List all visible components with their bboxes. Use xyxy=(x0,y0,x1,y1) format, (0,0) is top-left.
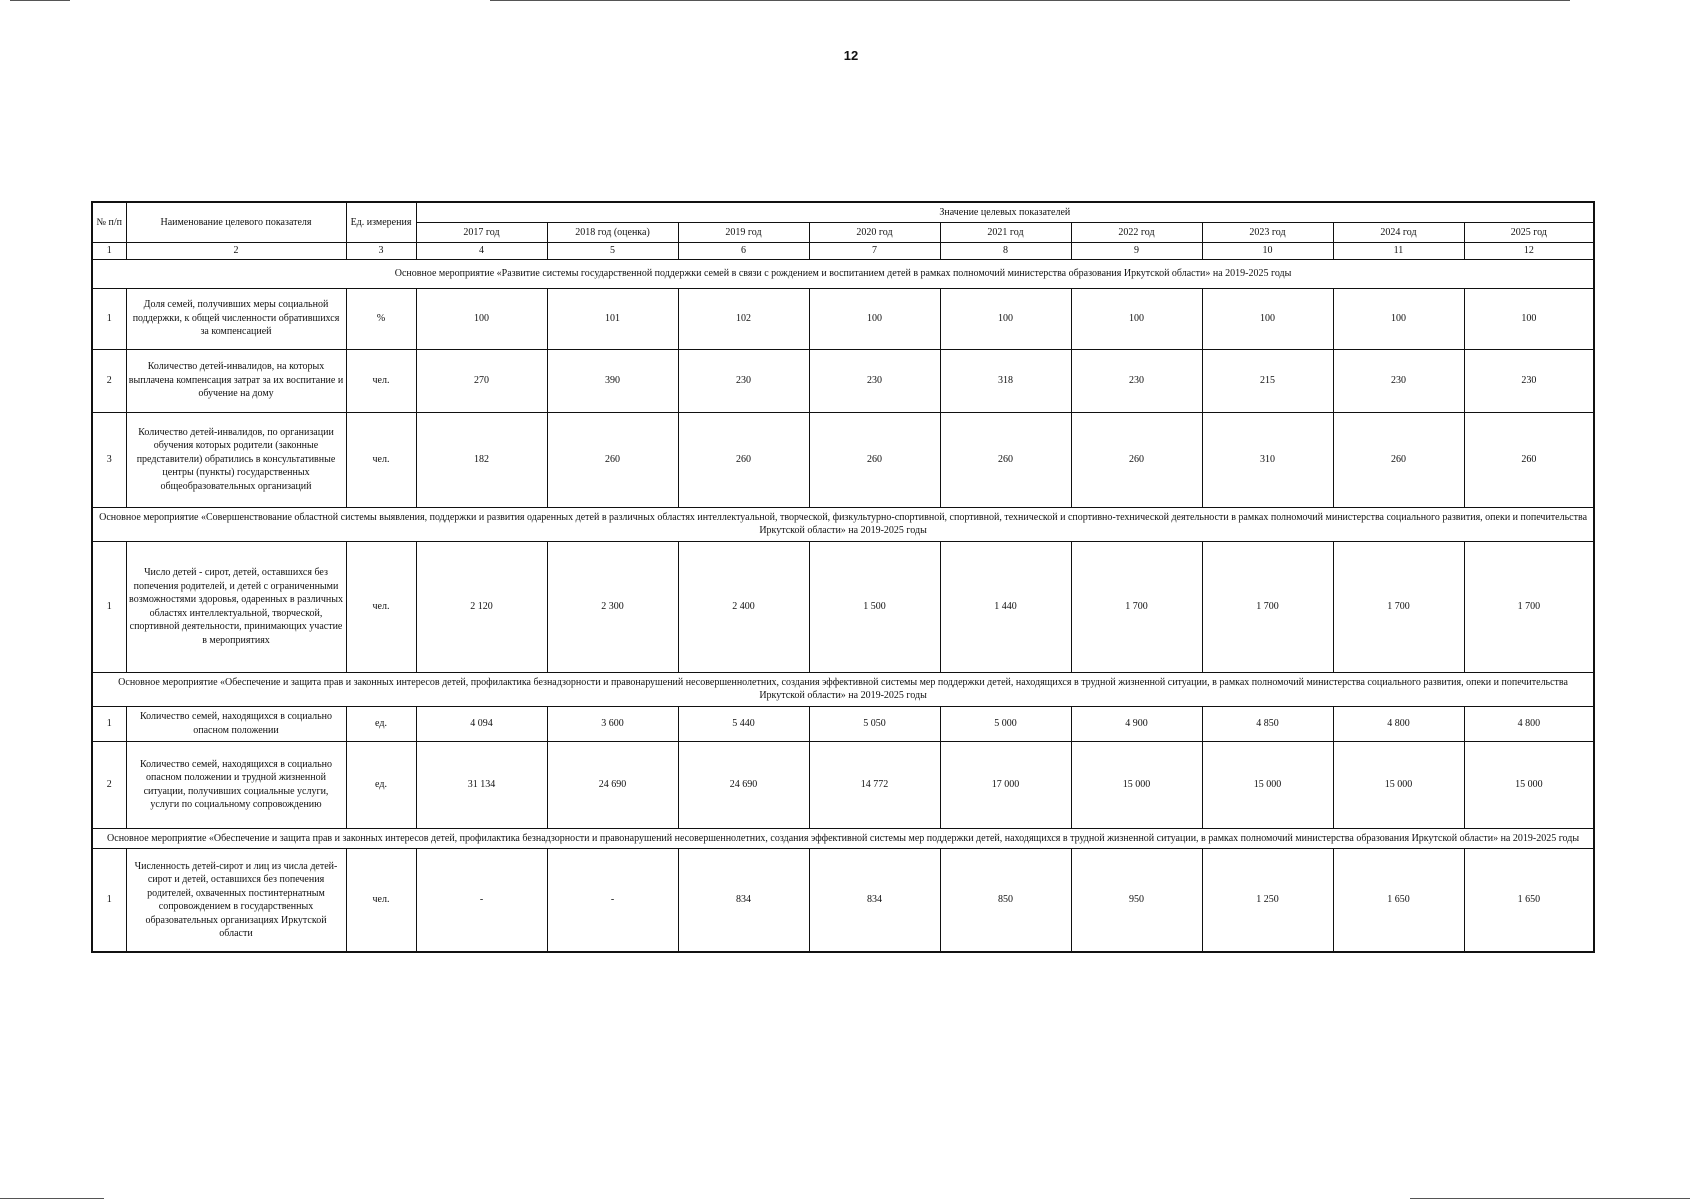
indicator-value: 1 650 xyxy=(1464,849,1594,953)
indicator-value: 100 xyxy=(1464,288,1594,349)
indicator-value: 100 xyxy=(1333,288,1464,349)
column-number: 6 xyxy=(678,243,809,260)
indicator-value: 2 400 xyxy=(678,541,809,672)
indicator-value: 230 xyxy=(1071,349,1202,412)
row-number: 1 xyxy=(92,288,126,349)
indicator-value: 2 120 xyxy=(416,541,547,672)
indicator-value: 1 700 xyxy=(1071,541,1202,672)
header-year: 2024 год xyxy=(1333,223,1464,243)
indicator-value: 230 xyxy=(1464,349,1594,412)
column-number: 12 xyxy=(1464,243,1594,260)
indicator-value: 5 000 xyxy=(940,706,1071,741)
row-number: 3 xyxy=(92,412,126,507)
indicator-value: 1 700 xyxy=(1202,541,1333,672)
header-unit: Ед. измерения xyxy=(346,202,416,243)
unit-of-measure: чел. xyxy=(346,541,416,672)
row-number: 1 xyxy=(92,541,126,672)
indicator-row xyxy=(92,349,1594,412)
indicator-value: 17 000 xyxy=(940,741,1071,828)
indicator-value: 15 000 xyxy=(1071,741,1202,828)
indicator-value: 270 xyxy=(416,349,547,412)
indicator-name: Количество семей, находящихся в социально опасном положении xyxy=(126,706,346,741)
section-header-row xyxy=(92,259,1594,288)
header-year: 2022 год xyxy=(1071,223,1202,243)
indicator-value: 230 xyxy=(1333,349,1464,412)
indicator-value: 5 050 xyxy=(809,706,940,741)
indicator-value: 834 xyxy=(678,849,809,953)
indicator-value: 260 xyxy=(940,412,1071,507)
header-year: 2017 год xyxy=(416,223,547,243)
indicator-value: 100 xyxy=(940,288,1071,349)
header-year: 2023 год xyxy=(1202,223,1333,243)
section-title: Основное мероприятие «Обеспечение и защита прав и законных интересов детей, профилактика безнадзорности и правонарушений несовершеннолетних, создания эффективной системы мер поддержки детей, находящихся в трудной жизненной ситуации, в рамках полномочий министерства социального развития, опеки и попечительства Иркутской области» на 2019-2025 годы xyxy=(92,672,1594,706)
column-number: 11 xyxy=(1333,243,1464,260)
indicator-value: 260 xyxy=(547,412,678,507)
indicator-row xyxy=(92,541,1594,672)
header-year: 2025 год xyxy=(1464,223,1594,243)
indicator-value: 230 xyxy=(809,349,940,412)
section-title: Основное мероприятие «Развитие системы государственной поддержки семей в связи с рождением и воспитанием детей в рамках полномочий министерства образования Иркутской области» на 2019-2025 годы xyxy=(92,259,1594,288)
section-header-row xyxy=(92,507,1594,541)
indicator-value: 4 094 xyxy=(416,706,547,741)
indicator-value: 230 xyxy=(678,349,809,412)
indicator-row xyxy=(92,288,1594,349)
indicator-value: 260 xyxy=(1333,412,1464,507)
indicator-value: 1 700 xyxy=(1464,541,1594,672)
unit-of-measure: чел. xyxy=(346,412,416,507)
indicator-value: 834 xyxy=(809,849,940,953)
unit-of-measure: ед. xyxy=(346,741,416,828)
indicator-value: 101 xyxy=(547,288,678,349)
column-number: 9 xyxy=(1071,243,1202,260)
indicator-value: 14 772 xyxy=(809,741,940,828)
indicator-value: 260 xyxy=(1071,412,1202,507)
page-number: 12 xyxy=(843,48,859,63)
indicator-value: 390 xyxy=(547,349,678,412)
indicator-value: 318 xyxy=(940,349,1071,412)
indicator-row xyxy=(92,412,1594,507)
row-number: 1 xyxy=(92,849,126,953)
section-title: Основное мероприятие «Обеспечение и защита прав и законных интересов детей, профилактика безнадзорности и правонарушений несовершеннолетних, создания эффективной системы мер поддержки детей, находящихся в трудной жизненной ситуации, в рамках полномочий министерства образования Иркутской области» на 2019-2025 годы xyxy=(92,828,1594,849)
row-number: 2 xyxy=(92,349,126,412)
scan-edge-top-right xyxy=(490,0,1570,1)
section-header-row xyxy=(92,828,1594,849)
indicator-value: - xyxy=(547,849,678,953)
indicator-value: 3 600 xyxy=(547,706,678,741)
unit-of-measure: чел. xyxy=(346,849,416,953)
indicator-value: 100 xyxy=(416,288,547,349)
header-row-column-numbers xyxy=(92,243,1594,260)
indicator-value: 1 250 xyxy=(1202,849,1333,953)
indicator-value: - xyxy=(416,849,547,953)
indicator-value: 24 690 xyxy=(678,741,809,828)
indicator-value: 102 xyxy=(678,288,809,349)
indicator-value: 15 000 xyxy=(1464,741,1594,828)
indicator-value: 1 700 xyxy=(1333,541,1464,672)
unit-of-measure: чел. xyxy=(346,349,416,412)
indicator-name: Количество детей-инвалидов, на которых выплачена компенсация затрат за их воспитание и обучение на дому xyxy=(126,349,346,412)
indicator-value: 2 300 xyxy=(547,541,678,672)
indicator-row xyxy=(92,849,1594,953)
header-num: № п/п xyxy=(92,202,126,243)
unit-of-measure: % xyxy=(346,288,416,349)
indicator-value: 4 800 xyxy=(1333,706,1464,741)
indicator-value: 100 xyxy=(1202,288,1333,349)
column-number: 2 xyxy=(126,243,346,260)
header-year: 2019 год xyxy=(678,223,809,243)
section-title: Основное мероприятие «Совершенствование областной системы выявления, поддержки и развития одаренных детей в различных областях интеллектуальной, творческой, физкультурно-спортивной, спортивной, технической и спортивно-технической деятельности в рамках полномочий министерства социального развития, опеки и попечительства Иркутской области» на 2019-2025 годы xyxy=(92,507,1594,541)
indicator-value: 850 xyxy=(940,849,1071,953)
indicator-name: Число детей - сирот, детей, оставшихся без попечения родителей, и детей с ограниченными возможностями здоровья, одаренных в различных областях интеллектуальной, творческой, спортивной деятельности, принимающих участие в мероприятиях xyxy=(126,541,346,672)
header-year: 2020 год xyxy=(809,223,940,243)
scan-edge-top-left xyxy=(10,0,70,1)
indicator-value: 310 xyxy=(1202,412,1333,507)
indicator-value: 5 440 xyxy=(678,706,809,741)
column-number: 10 xyxy=(1202,243,1333,260)
header-indicator-name: Наименование целевого показателя xyxy=(126,202,346,243)
indicator-value: 100 xyxy=(809,288,940,349)
indicator-value: 4 850 xyxy=(1202,706,1333,741)
header-year: 2021 год xyxy=(940,223,1071,243)
indicator-value: 182 xyxy=(416,412,547,507)
indicator-value: 260 xyxy=(1464,412,1594,507)
indicator-value: 31 134 xyxy=(416,741,547,828)
row-number: 2 xyxy=(92,741,126,828)
column-number: 3 xyxy=(346,243,416,260)
table-body xyxy=(92,259,1594,952)
indicator-value: 4 800 xyxy=(1464,706,1594,741)
indicator-row xyxy=(92,706,1594,741)
indicator-value: 15 000 xyxy=(1333,741,1464,828)
section-header-row xyxy=(92,672,1594,706)
scan-edge-bottom-right xyxy=(1410,1198,1690,1199)
indicator-value: 1 440 xyxy=(940,541,1071,672)
indicator-value: 100 xyxy=(1071,288,1202,349)
column-number: 4 xyxy=(416,243,547,260)
indicator-value: 1 500 xyxy=(809,541,940,672)
column-number: 7 xyxy=(809,243,940,260)
header-row-top xyxy=(92,202,1594,223)
row-number: 1 xyxy=(92,706,126,741)
indicator-name: Доля семей, получивших меры социальной поддержки, к общей численности обратившихся за компенсацией xyxy=(126,288,346,349)
column-number: 5 xyxy=(547,243,678,260)
indicator-value: 15 000 xyxy=(1202,741,1333,828)
scan-edge-bottom-left xyxy=(0,1198,104,1199)
header-year: 2018 год (оценка) xyxy=(547,223,678,243)
unit-of-measure: ед. xyxy=(346,706,416,741)
column-number: 1 xyxy=(92,243,126,260)
indicator-name: Количество семей, находящихся в социально опасном положении и трудной жизненной ситуации, получивших социальные услуги, услуги по социальному сопровождению xyxy=(126,741,346,828)
indicator-row xyxy=(92,741,1594,828)
indicator-value: 260 xyxy=(809,412,940,507)
indicator-value: 950 xyxy=(1071,849,1202,953)
indicator-value: 215 xyxy=(1202,349,1333,412)
indicator-value: 260 xyxy=(678,412,809,507)
column-number: 8 xyxy=(940,243,1071,260)
indicator-value: 24 690 xyxy=(547,741,678,828)
indicator-value: 4 900 xyxy=(1071,706,1202,741)
indicator-name: Численность детей-сирот и лиц из числа детей-сирот и детей, оставшихся без попечения родителей, охваченных постинтернатным сопровождением в государственных образовательных организациях Иркутской области xyxy=(126,849,346,953)
indicator-name: Количество детей-инвалидов, по организации обучения которых родители (законные представители) обратились в консультативные центры (пункты) государственных общеобразовательных организаций xyxy=(126,412,346,507)
indicator-value: 1 650 xyxy=(1333,849,1464,953)
header-values-group: Значение целевых показателей xyxy=(416,202,1594,223)
target-indicators-table xyxy=(91,201,1595,953)
